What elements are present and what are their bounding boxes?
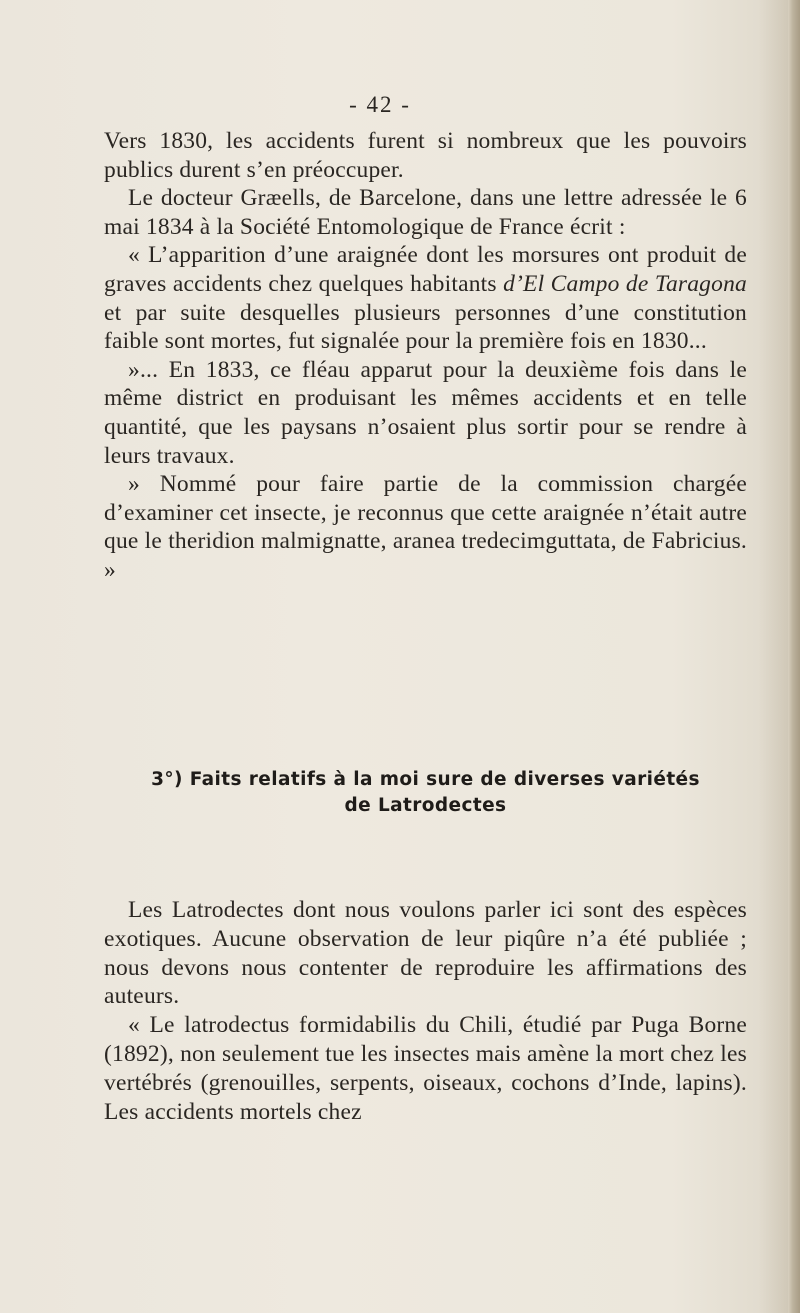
paragraph: » Nommé pour faire partie de la commission chargée d’examiner cet insecte, je reconnus que cette araignée n’était autre que le theridion malmignatte, aranea tredecimguttata, de Fabricius. » [104,471,747,583]
paragraph: Les Latrodectes dont nous voulons parler ici sont des espèces exotiques. Aucune observation de leur piqûre n’a été publiée ; nous devons nous contenter de reproduire les affirmations des auteurs. [104,897,747,1010]
text-block-bottom [104,896,747,1126]
section-heading [104,767,747,819]
place-name-italic: d’El Campo de Taragona [503,270,747,297]
paragraph: Le docteur Græells, de Barcelone, dans une lettre adressée le 6 mai 1834 à la Société Entomologique de France écrit : [104,185,747,240]
paragraph: « Le latrodectus formidabilis du Chili, étudié par Puga Borne (1892), non seulement tue les insectes mais amène la mort chez les vertébrés (grenouilles, serpents, oiseaux, cochons d’Inde, lapins). Les accidents mortels chez [104,1012,747,1125]
page-number: - 42 - [349,92,411,117]
paragraph: »... En 1833, ce fléau apparut pour la deuxième fois dans le même district en produisant les mêmes accidents et en telle quantité, que les paysans n’osaient plus sortir pour se rendre à leurs travaux. [104,356,747,469]
paragraph-quote-start [104,241,747,355]
quote-text: « L’apparition d’une araignée dont les morsures ont produit de graves accidents chez quelques habitants [104,242,747,297]
section-heading-line: de Latrodectes [344,795,507,816]
quote-text: et par suite desquelles plusieurs personnes d’une constitution faible sont mortes, fut signalée pour la première fois en 1830... [104,299,747,355]
paragraph: Vers 1830, les accidents furent si nombreux que les pouvoirs publics durent s’en préoccuper. [104,128,747,183]
page-edge [788,0,800,1313]
text-block-top [104,127,747,585]
section-heading-line: 3°) Faits relatifs à la moi sure de diverses variétés [151,769,700,790]
